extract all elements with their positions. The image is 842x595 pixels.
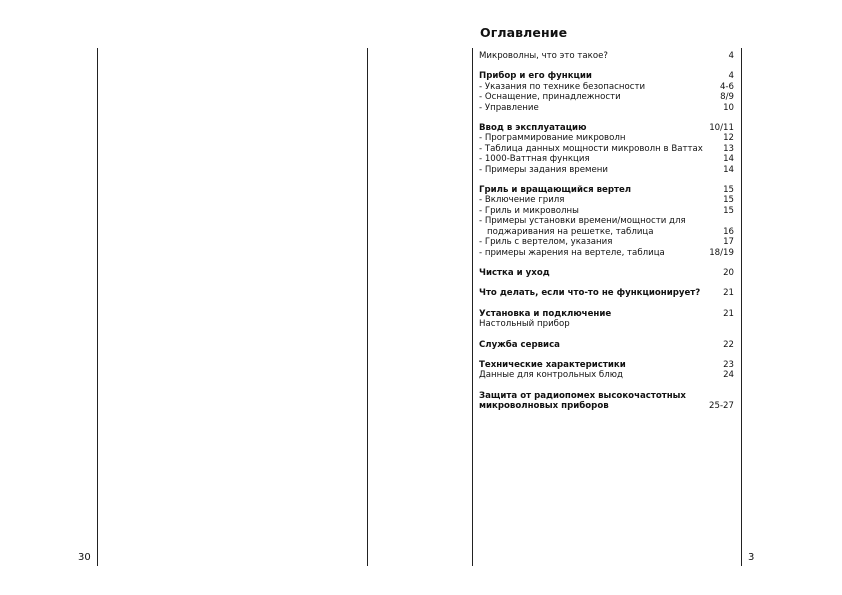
toc-entry-row xyxy=(479,248,734,258)
toc-section xyxy=(479,268,734,278)
toc-heading-row xyxy=(479,288,734,298)
toc-entry-text: Служба сервиса xyxy=(479,339,560,350)
toc-entry-row xyxy=(479,165,734,175)
toc-heading-row xyxy=(479,185,734,195)
toc-title: Оглавление xyxy=(480,25,568,40)
toc-entry-page: 10 xyxy=(723,102,734,113)
toc-entry-text: Прибор и его функции xyxy=(479,71,592,82)
toc-entry-text: Гриль и вращающийся вертел xyxy=(479,185,632,196)
toc-entry-page: 4 xyxy=(728,71,734,82)
toc-section xyxy=(479,51,734,61)
toc-entry-page: 24 xyxy=(723,370,734,381)
toc-entry-text: - Указания по технике безопасности xyxy=(479,81,646,92)
toc-entry-text: - Оснащение, принадлежности xyxy=(479,92,621,103)
toc-entry-page: 10/11 xyxy=(709,123,734,134)
toc-heading-row xyxy=(479,71,734,81)
toc-entry-row xyxy=(479,237,734,247)
toc-entry-text: - Программирование микроволн xyxy=(479,133,626,144)
toc-entry-text: Микроволны, что это такое? xyxy=(479,51,608,61)
toc-entry-row xyxy=(479,51,734,61)
toc-entry-row xyxy=(479,82,734,92)
toc-heading-row xyxy=(479,340,734,350)
page-rule-4 xyxy=(741,48,742,566)
toc-section xyxy=(479,391,734,412)
toc-heading-row xyxy=(479,309,734,319)
toc-entry-page: 8/9 xyxy=(720,92,734,103)
toc-entry-text: Технические характеристики xyxy=(479,359,626,370)
toc-entry-row xyxy=(479,133,734,143)
toc-entry-text: поджаривания на решетке, таблица xyxy=(487,226,654,237)
toc-section xyxy=(479,71,734,113)
toc-entry-row xyxy=(479,206,734,216)
toc-entry-text: Чистка и уход xyxy=(479,267,550,278)
toc-entry-text: Защита от радиопомех высокочастотных микроволновых приборов xyxy=(479,390,686,412)
toc-entry-text: - Включение гриля xyxy=(479,195,565,206)
toc-section xyxy=(479,288,734,298)
toc-entry-row xyxy=(479,154,734,164)
toc-heading-row xyxy=(479,391,734,412)
toc-entry-page: 23 xyxy=(723,359,734,370)
toc-entry-text: - Примеры установки времени/мощности для xyxy=(479,216,686,227)
toc-entry-page: 21 xyxy=(723,288,734,299)
toc-entry-row xyxy=(479,92,734,102)
toc-entry-page: 21 xyxy=(723,308,734,319)
toc-entry-page: 25-27 xyxy=(709,401,734,412)
toc-entry-page: 16 xyxy=(723,226,734,237)
toc-entry-text: - Гриль с вертелом, указания xyxy=(479,237,613,248)
toc-entry-row xyxy=(479,103,734,113)
toc-entry-page: 20 xyxy=(723,267,734,278)
toc-entry-text: Данные для контрольных блюд xyxy=(479,370,623,381)
toc-entry-page: 15 xyxy=(723,185,734,196)
toc-entry-text: - 1000-Ваттная функция xyxy=(479,154,590,165)
toc-entry-row xyxy=(479,370,734,380)
toc-entry-text: - примеры жарения на вертеле, таблица xyxy=(479,247,665,258)
toc-entry-row xyxy=(479,144,734,154)
toc-entry-text: - Гриль и микроволны xyxy=(479,205,579,216)
table-of-contents xyxy=(479,51,734,422)
toc-entry-page: 12 xyxy=(723,133,734,144)
toc-entry-row xyxy=(479,227,734,237)
toc-entry-page: 15 xyxy=(723,195,734,206)
toc-section xyxy=(479,123,734,175)
toc-entry-row xyxy=(479,319,734,329)
toc-heading-row xyxy=(479,360,734,370)
toc-entry-text: Установка и подключение xyxy=(479,308,612,319)
toc-entry-page: 15 xyxy=(723,205,734,216)
toc-entry-row xyxy=(479,216,734,226)
right-page-number: 3 xyxy=(748,552,755,563)
page-rule-2 xyxy=(367,48,368,566)
toc-entry-page: 18/19 xyxy=(709,247,734,258)
toc-entry-text: Настольный прибор xyxy=(479,319,570,330)
toc-entry-text: - Таблица данных мощности микроволн в Ваттах xyxy=(479,143,703,154)
left-page-number: 30 xyxy=(78,552,91,563)
toc-entry-page: 4-6 xyxy=(719,81,734,92)
toc-section xyxy=(479,340,734,350)
toc-entry-text: - Управление xyxy=(479,102,539,113)
toc-heading-row xyxy=(479,268,734,278)
toc-section xyxy=(479,309,734,330)
toc-section xyxy=(479,185,734,258)
toc-entry-page: 14 xyxy=(723,154,734,165)
page-rule-1 xyxy=(97,48,98,566)
toc-section xyxy=(479,360,734,381)
page-rule-3 xyxy=(472,48,473,566)
toc-entry-row xyxy=(479,195,734,205)
toc-entry-page: 13 xyxy=(723,143,734,154)
toc-entry-page: 22 xyxy=(723,339,734,350)
toc-entry-page: 14 xyxy=(723,164,734,175)
toc-heading-row xyxy=(479,123,734,133)
toc-entry-text: Ввод в эксплуатацию xyxy=(479,123,587,134)
toc-entry-text: Что делать, если что-то не функционирует? xyxy=(479,288,701,299)
toc-entry-page: 17 xyxy=(723,237,734,248)
toc-entry-text: - Примеры задания времени xyxy=(479,164,609,175)
toc-entry-page: 4 xyxy=(728,51,734,61)
